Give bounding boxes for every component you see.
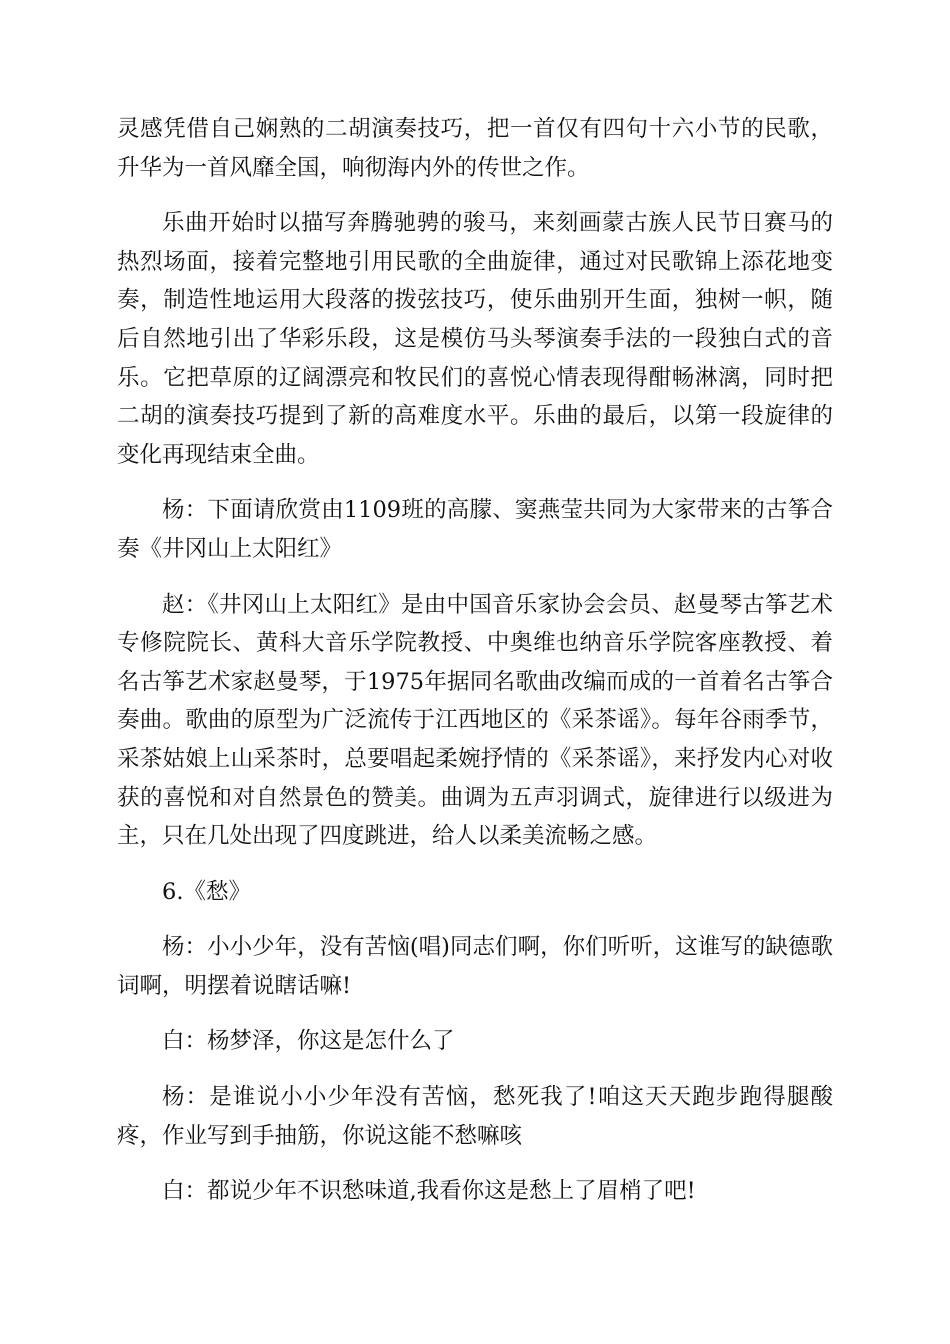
dialogue-bai-1: 白：杨梦泽，你这是怎什么了 — [162, 1028, 455, 1055]
paragraph-zhao-guzheng-description: 赵：《井冈山上太阳红》是由中国音乐家协会会员、赵曼琴古筝艺术专修院院长、黄科大音乐学院教授、中奥维也纳音乐学院客座教授、着名古筝艺术家赵曼琴，于1975年据同名歌曲改编而成的一首着名古筝合奏曲。歌曲的原型为广泛流传于江西地区的《采茶谣》。每年谷雨季节，采茶姑娘上山采茶时，总要唱起柔婉抒情的《采茶谣》，来抒发内心对收获的喜悦和对自然景色的赞美。曲调为五声羽调式，旋律进行以级进为主，只在几处出现了四度跳进，给人以柔美流畅之感。 — [117, 591, 833, 850]
dialogue-yang-1: 杨：小小少年，没有苦恼(唱)同志们啊，你们听听，这谁写的缺德歌词啊，明摆着说瞎话嘛! — [117, 934, 833, 999]
dialogue-bai-2: 白：都说少年不识愁味道,我看你这是愁上了眉梢了吧! — [162, 1178, 696, 1205]
dialogue-yang-2: 杨：是谁说小小少年没有苦恼，愁死我了!咱这天天跑步跑得腿酸疼，作业写到手抽筋，你说这能不愁嘛咳 — [117, 1084, 833, 1149]
paragraph-music-description: 乐曲开始时以描写奔腾驰骋的骏马，来刻画蒙古族人民节日赛马的热烈场面，接着完整地引用民歌的全曲旋律，通过对民歌锦上添花地变奏，制造性地运用大段落的拨弦技巧，使乐曲别开生面，独树一帜，随后自然地引出了华彩乐段，这是模仿马头琴演奏手法的一段独白式的音乐。它把草原的辽阔漂亮和牧民们的喜悦心情表现得酣畅淋漓，同时把二胡的演奏技巧提到了新的高难度水平。乐曲的最后，以第一段旋律的变化再现结束全曲。 — [117, 210, 833, 468]
paragraph-erhu-intro: 灵感凭借自己娴熟的二胡演奏技巧，把一首仅有四句十六小节的民歌，升华为一首风靡全国，响彻海内外的传世之作。 — [117, 116, 833, 181]
section-heading-chou: 6.《愁》 — [162, 878, 251, 905]
paragraph-yang-introduction: 杨：下面请欣赏由1109班的高朦、窦燕莹共同为大家带来的古筝合奏《井冈山上太阳红》 — [117, 497, 833, 562]
document-body — [117, 110, 833, 1228]
